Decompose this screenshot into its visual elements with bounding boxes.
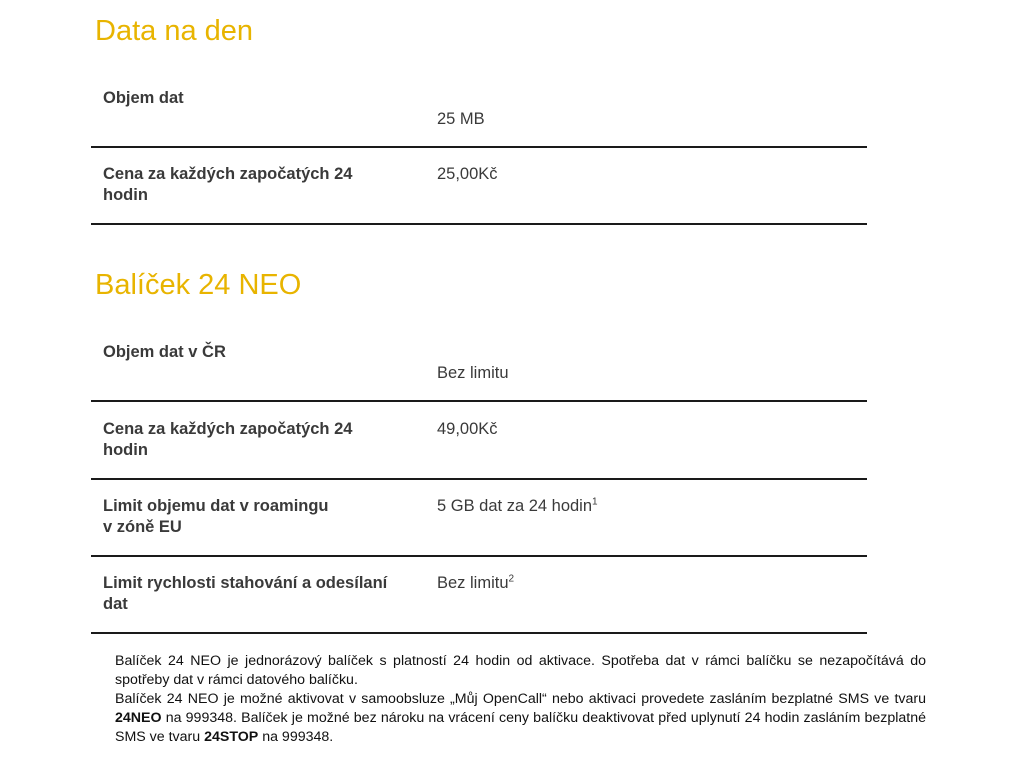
row-value bbox=[437, 496, 598, 517]
note-text: Balíček 24 NEO je možné aktivovat v samoobsluze „Můj OpenCall“ nebo aktivaci provedete zasláním bezplatné SMS ve tvaru bbox=[115, 691, 926, 707]
row-value-text: Bez limitu bbox=[437, 574, 509, 592]
row-value: 25,00Kč bbox=[437, 165, 498, 183]
footnote-marker: 2 bbox=[508, 573, 515, 585]
row-label: Objem dat v ČR bbox=[103, 343, 226, 361]
notes-block bbox=[115, 652, 926, 747]
table-row-limit-roaming bbox=[91, 480, 867, 557]
row-label-line2: v zóně EU bbox=[103, 518, 182, 536]
table-row-cena bbox=[91, 148, 867, 225]
table-row-objem-dat bbox=[91, 78, 867, 148]
footnote-marker: 1 bbox=[592, 496, 598, 508]
row-label: Cena za každých započatých 24 hodin bbox=[103, 420, 353, 459]
row-value-text: 5 GB dat za 24 hodin bbox=[437, 497, 593, 515]
row-label: Limit rychlosti stahování a odesílaní dat bbox=[103, 574, 388, 613]
section-title-data-na-den: Data na den bbox=[95, 15, 254, 47]
row-value bbox=[437, 573, 514, 594]
sms-keyword-24neo: 24NEO bbox=[115, 710, 162, 726]
row-label: Cena za každých započatých 24 hodin bbox=[103, 165, 353, 204]
sms-keyword-24stop: 24STOP bbox=[204, 729, 259, 745]
row-label-line1: Limit objemu dat v roamingu bbox=[103, 497, 329, 515]
table-row-cena-neo bbox=[91, 402, 867, 480]
section-title-balicek-24-neo: Balíček 24 NEO bbox=[95, 269, 302, 301]
row-value: 25 MB bbox=[437, 110, 485, 128]
row-label bbox=[103, 496, 393, 538]
note-text: na 999348. Balíček je možné bez nároku na vrácení ceny balíčku deaktivovat před uplynutí 24 hodin zasláním bezplatné SMS ve tvaru bbox=[115, 710, 926, 745]
note-text: na 999348. bbox=[258, 729, 334, 745]
table-row-objem-dat-cr bbox=[91, 332, 867, 402]
row-value: 49,00Kč bbox=[437, 420, 498, 438]
note-paragraph-2 bbox=[115, 690, 926, 747]
row-label: Objem dat bbox=[103, 89, 184, 107]
row-value: Bez limitu bbox=[437, 364, 509, 382]
table-row-limit-rychlosti bbox=[91, 557, 867, 634]
note-paragraph-1: Balíček 24 NEO je jednorázový balíček s platností 24 hodin od aktivace. Spotřeba dat v rámci balíčku se nezapočítává do spotřeby dat v rámci datového balíčku. bbox=[115, 653, 926, 688]
